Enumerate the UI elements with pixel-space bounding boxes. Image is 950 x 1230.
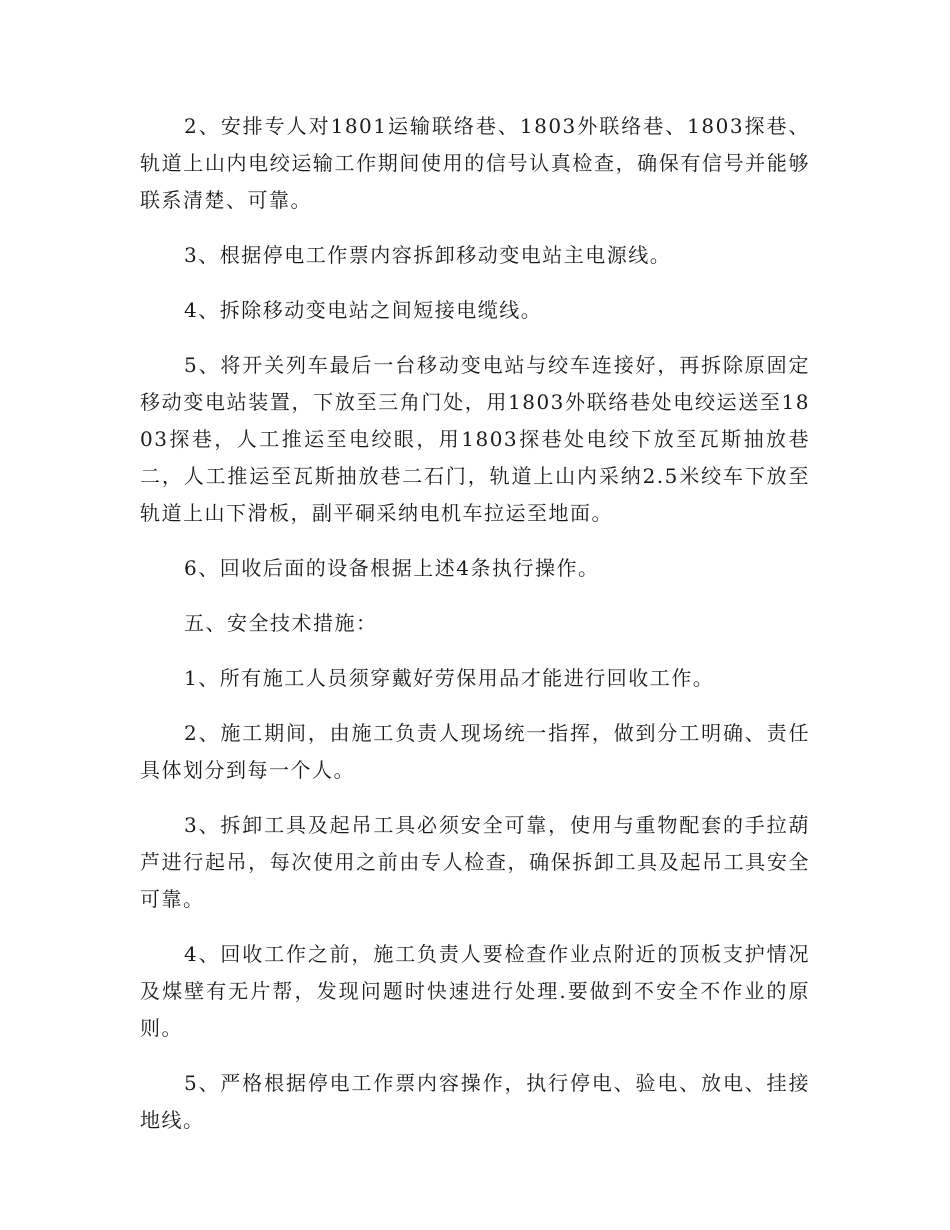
paragraph-item-3-remove-power-line: 3、根据停电工作票内容拆卸移动变电站主电源线。 xyxy=(184,243,672,267)
paragraph-item-2-signal-check: 2、安排专人对1801运输联络巷、1803外联络巷、1803探巷、轨道上山内电绞运输工作期间使用的信号认真检查，确保有信号并能够联系清楚、可靠。 xyxy=(140,114,810,212)
paragraph-item-4-remove-short-cable: 4、拆除移动变电站之间短接电缆线。 xyxy=(184,298,543,322)
safety-item-4-roof-inspection: 4、回收工作之前，施工负责人要检查作业点附近的顶板支护情况及煤壁有无片帮，发现问题时快速进行处理.要做到不安全不作业的原则。 xyxy=(140,942,810,1040)
safety-item-5-power-off-procedure: 5、严格根据停电工作票内容操作，执行停电、验电、放电、挂接地线。 xyxy=(140,1071,810,1132)
section-heading-safety-measures: 五、安全技术措施： xyxy=(184,611,378,635)
safety-item-2-unified-command: 2、施工期间，由施工负责人现场统一指挥，做到分工明确、责任具体划分到每一个人。 xyxy=(140,721,810,782)
paragraph-item-5-transport-procedure: 5、将开关列车最后一台移动变电站与绞车连接好，再拆除原固定移动变电站装置，下放至三角门处，用1803外联络巷处电绞运送至1803探巷，人工推运至电绞眼，用1803探巷处电绞下放至瓦斯抽放巷二，人工推运至瓦斯抽放巷二石门，轨道上山内采纳2.5米绞车下放至轨道上山下滑板，副平硐采纳电机车拉运至地面。 xyxy=(140,353,810,525)
safety-item-1-protective-gear: 1、所有施工人员须穿戴好劳保用品才能进行回收工作。 xyxy=(184,666,715,690)
paragraph-item-6-recover-equipment: 6、回收后面的设备根据上述4条执行操作。 xyxy=(184,556,600,580)
safety-item-3-lifting-tools: 3、拆卸工具及起吊工具必须安全可靠，使用与重物配套的手拉葫芦进行起吊，每次使用之前由专人检查，确保拆卸工具及起吊工具安全可靠。 xyxy=(140,813,810,911)
document-page xyxy=(140,108,810,1157)
